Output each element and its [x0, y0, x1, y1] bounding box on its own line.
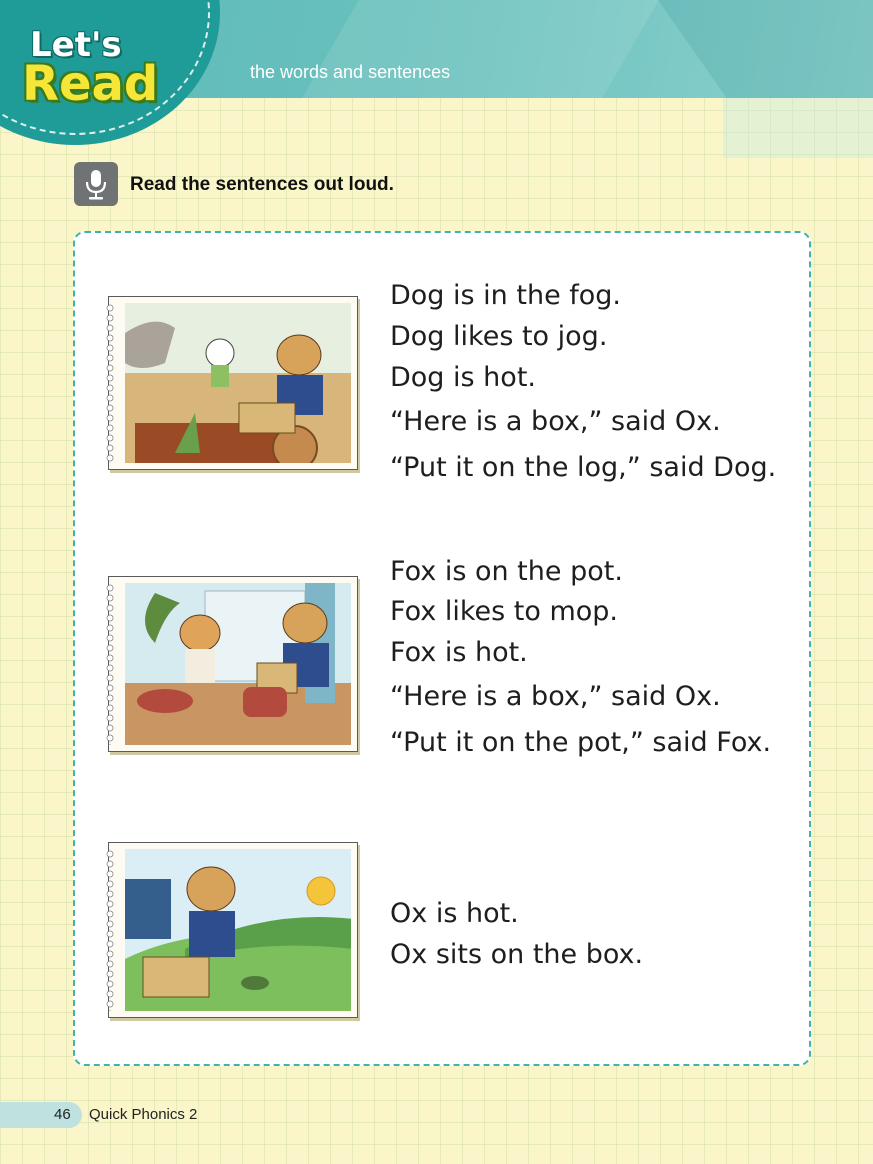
illustration-art — [125, 303, 351, 463]
illustration-art — [125, 583, 351, 745]
illustration-art — [125, 849, 351, 1011]
sentence-line: “Put it on the pot,” said Fox. — [390, 727, 772, 758]
book-title: Quick Phonics 2 — [89, 1106, 198, 1123]
sentence-line: Dog is in the fog. — [390, 280, 622, 311]
banner-decoration — [278, 0, 682, 98]
sentence-line: “Here is a box,” said Ox. — [390, 681, 721, 712]
sentence-line: Dog likes to jog. — [390, 321, 608, 352]
spiral-binding — [103, 303, 117, 463]
sentence-line: “Here is a box,” said Ox. — [390, 406, 721, 437]
fox-and-ox-illustration — [108, 576, 358, 752]
sentence-group-2 — [390, 556, 771, 767]
sentence-line: Dog is hot. — [390, 362, 536, 393]
dog-and-ox-illustration — [108, 296, 358, 470]
page-number: 46 — [54, 1106, 71, 1123]
lets-read-logo — [22, 25, 159, 112]
spiral-binding — [103, 849, 117, 1011]
banner-decoration — [644, 0, 873, 98]
instruction-text: Read the sentences out loud. — [130, 174, 394, 195]
sentence-line: Fox is hot. — [390, 637, 528, 668]
sentence-group-1 — [390, 280, 776, 492]
sentence-group-3 — [390, 898, 643, 979]
logo-line-read: Read — [22, 56, 159, 112]
sentence-line: Fox is on the pot. — [390, 556, 623, 587]
ox-sitting-on-box-illustration — [108, 842, 358, 1018]
header-subtitle: the words and sentences — [250, 62, 451, 82]
sentence-line: Ox sits on the box. — [390, 939, 644, 970]
sentence-line: “Put it on the log,” said Dog. — [390, 452, 777, 483]
microphone-icon — [74, 162, 118, 206]
sentence-line: Ox is hot. — [390, 898, 519, 929]
logo-line-lets: Let's — [30, 25, 122, 65]
spiral-binding — [103, 583, 117, 745]
sentence-line: Fox likes to mop. — [390, 596, 618, 627]
banner-decoration — [723, 98, 873, 158]
